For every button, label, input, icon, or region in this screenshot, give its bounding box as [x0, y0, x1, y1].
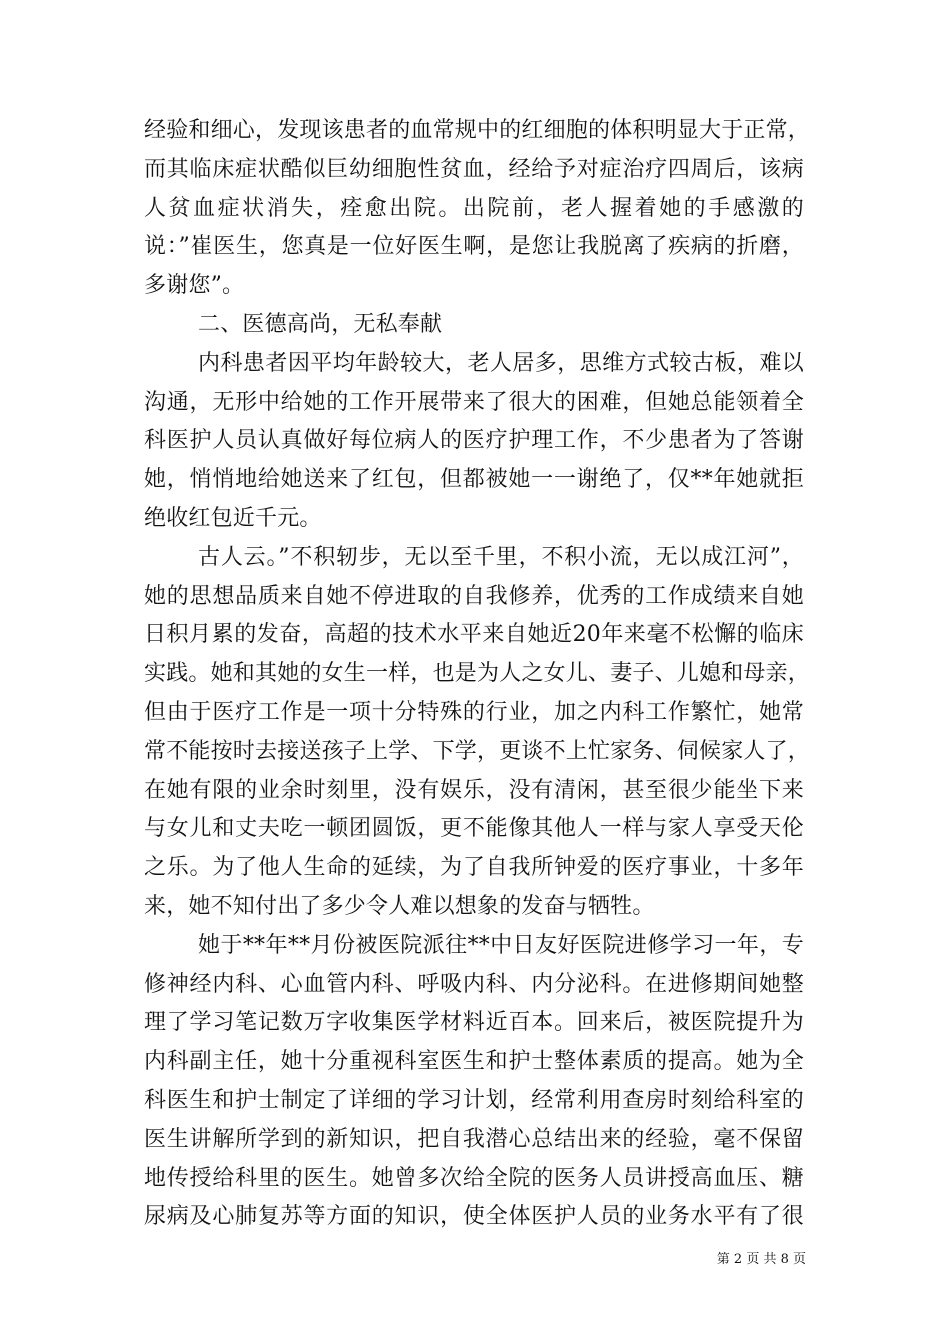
- text-line: 沟通，无形中给她的工作开展带来了很大的困难，但她总能领着全: [144, 389, 804, 415]
- text-line: 多谢您”。: [144, 273, 245, 299]
- paragraph-further-study: [144, 927, 804, 1237]
- text-line: 理了学习笔记数万字收集医学材料近百本。回来后，被医院提升为: [144, 1010, 804, 1036]
- page-number-footer: 第 2 页 共 8 页: [716, 1252, 806, 1267]
- text-line: 地传授给科里的医生。她曾多次给全院的医务人员讲授高血压、糖: [144, 1165, 804, 1191]
- paragraph-medical-ethics: [144, 345, 804, 539]
- paragraph-continuation: [144, 112, 811, 306]
- heading-text: 二、医德高尚，无私奉献: [198, 311, 443, 337]
- text-line: 实践。她和其她的女生一样，也是为人之女儿、妻子、儿媳和母亲，: [144, 661, 811, 687]
- text-line: 常不能按时去接送孩子上学、下学，更谈不上忙家务、伺候家人了，: [144, 738, 811, 764]
- section-heading: [144, 306, 804, 345]
- text-line: 她，悄悄地给她送来了红包，但都被她一一谢绝了，仅**年她就拒: [144, 467, 804, 493]
- text-line: 但由于医疗工作是一项十分特殊的行业，加之内科工作繁忙，她常: [144, 699, 804, 725]
- text-line: 日积月累的发奋，高超的技术水平来自她近20年来毫不松懈的临床: [144, 622, 804, 648]
- text-line: 医生讲解所学到的新知识，把自我潜心总结出来的经验，毫不保留: [144, 1126, 804, 1152]
- text-line: 在她有限的业余时刻里，没有娱乐，没有清闲，甚至很少能坐下来: [144, 777, 804, 803]
- text-line: 科医生和护士制定了详细的学习计划，经常利用查房时刻给科室的: [144, 1087, 804, 1113]
- text-line: 她的思想品质来自她不停进取的自我修养，优秀的工作成绩来自她: [144, 583, 804, 609]
- text-line: 来，她不知付出了多少令人难以想象的发奋与牺牲。: [144, 893, 655, 919]
- text-line: 科医护人员认真做好每位病人的医疗护理工作，不少患者为了答谢: [144, 428, 804, 454]
- text-line: 绝收红包近千元。: [144, 505, 322, 531]
- paragraph-ancient-saying: [144, 539, 811, 927]
- text-line: 古人云。”不积轫步，无以至千里，不积小流，无以成江河”，: [198, 544, 804, 570]
- text-line: 说：”崔医生，您真是一位好医生啊，是您让我脱离了疾病的折磨，: [144, 234, 804, 260]
- text-line: 与女儿和丈夫吃一顿团圆饭，更不能像其他人一样与家人享受天伦: [144, 816, 804, 842]
- text-line: 修神经内科、心血管内科、呼吸内科、内分泌科。在进修期间她整: [144, 971, 804, 997]
- text-line: 人贫血症状消失，痊愈出院。出院前，老人握着她的手感激的: [144, 195, 804, 221]
- text-line: 内科患者因平均年龄较大，老人居多，思维方式较古板，难以: [198, 350, 804, 376]
- body-text: [144, 112, 811, 1237]
- text-line: 内科副主任，她十分重视科室医生和护士整体素质的提高。她为全: [144, 1049, 804, 1075]
- text-line: 经验和细心，发现该患者的血常规中的红细胞的体积明显大于正常，: [144, 118, 811, 143]
- text-line: 之乐。为了他人生命的延续，为了自我所钟爱的医疗事业，十多年: [144, 855, 804, 881]
- text-line: 而其临床症状酷似巨幼细胞性贫血，经给予对症治疗四周后，该病: [144, 156, 804, 182]
- text-line: 她于**年**月份被医院派往**中日友好医院进修学习一年，专: [198, 932, 804, 958]
- text-line: 尿病及心肺复苏等方面的知识，使全体医护人员的业务水平有了很: [144, 1204, 804, 1230]
